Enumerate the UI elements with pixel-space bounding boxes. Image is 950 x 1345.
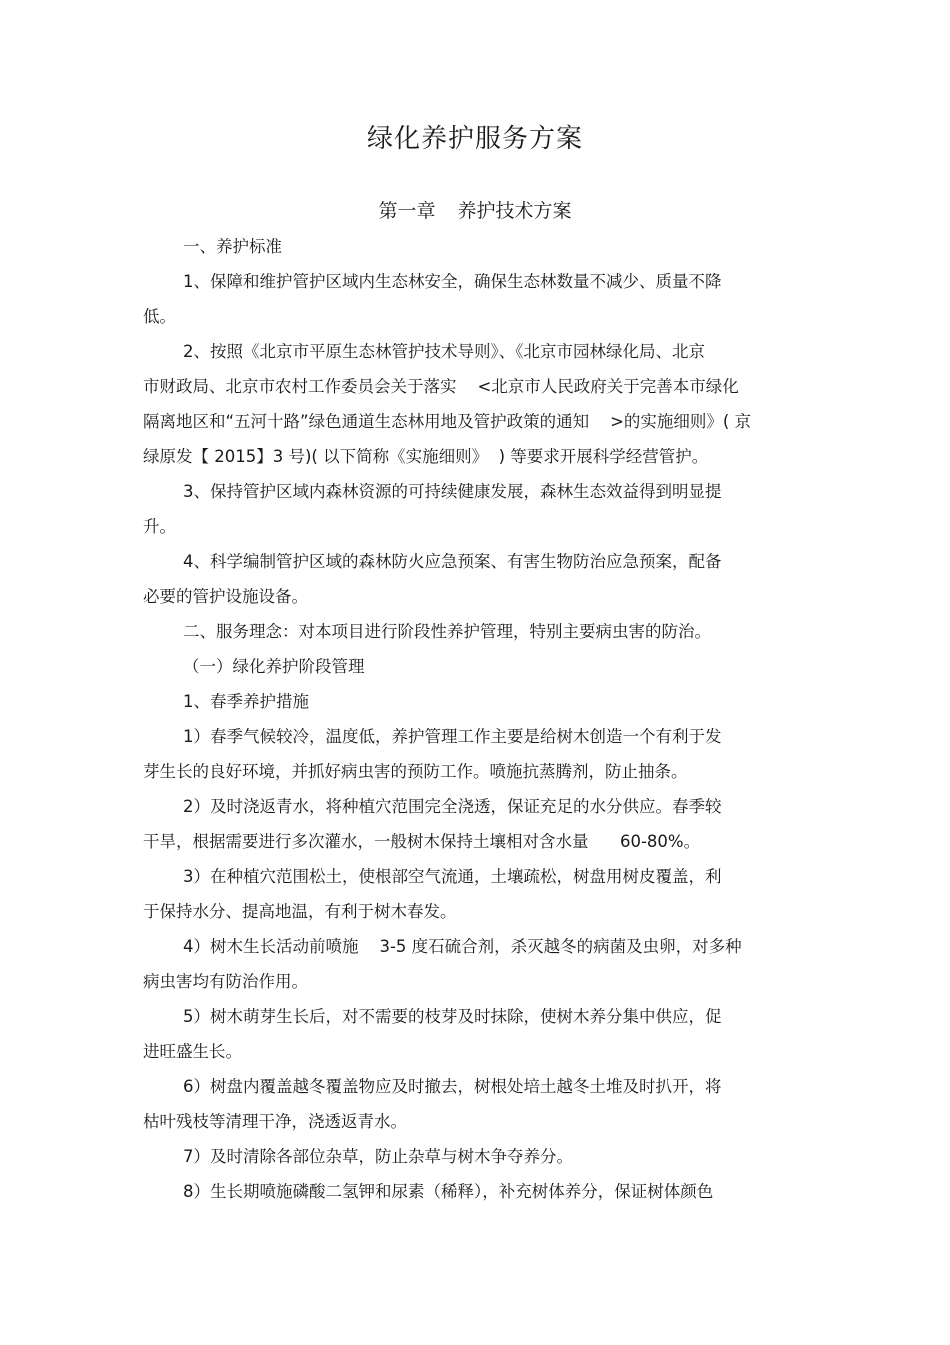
- text-line: 于保持水分、提高地温，有利于树木春发。: [143, 902, 457, 921]
- text-line: 干旱，根据需要进行多次灌水，一般树木保持土壤相对含水量 60-80%。: [143, 832, 701, 851]
- text-line: 6）树盘内覆盖越冬覆盖物应及时撤去，树根处培土越冬土堆及时扒开，将: [183, 1077, 722, 1096]
- text-line: 1）春季气候较冷，温度低，养护管理工作主要是给树木创造一个有利于发: [183, 727, 722, 746]
- text-line: （一）绿化养护阶段管理: [183, 657, 365, 676]
- text-line: 2、按照《北京市平原生态林管护技术导则》、《北京市园林绿化局、北京: [183, 342, 705, 361]
- text-line: 芽生长的良好环境，并抓好病虫害的预防工作。喷施抗蒸腾剂，防止抽条。: [143, 762, 688, 781]
- text-line: 市财政局、北京市农村工作委员会关于落实 <北京市人民政府关于完善本市绿化: [143, 377, 739, 396]
- text-line: 2）及时浇返青水，将种植穴范围完全浇透，保证充足的水分供应。春季较: [183, 797, 722, 816]
- text-line: 一、养护标准: [183, 237, 282, 256]
- text-line: 5）树木萌芽生长后，对不需要的枝芽及时抹除，使树木养分集中供应，促: [183, 1007, 722, 1026]
- text-line: 必要的管护设施设备。: [143, 587, 308, 606]
- text-line: 8）生长期喷施磷酸二氢钾和尿素（稀释），补充树体养分，保证树体颜色: [183, 1182, 714, 1201]
- text-line: 7）及时清除各部位杂草，防止杂草与树木争夺养分。: [183, 1147, 573, 1166]
- chapter-name: 养护技术方案: [457, 200, 572, 222]
- text-line: 1、保障和维护管护区域内生态林安全，确保生态林数量不减少、质量不降: [183, 272, 722, 291]
- text-line: 隔离地区和“五河十路”绿色通道生态林用地及管护政策的通知 >的实施细则》( 京: [143, 412, 752, 431]
- text-line: 二、服务理念：对本项目进行阶段性养护管理，特别主要病虫害的防治。: [183, 622, 711, 641]
- body-text: [143, 229, 813, 1209]
- text-line: 4）树木生长活动前喷施 3-5 度石硫合剂，杀灭越冬的病菌及虫卵，对多种: [183, 937, 742, 956]
- text-line: 4、科学编制管护区域的森林防火应急预案、有害生物防治应急预案，配备: [183, 552, 722, 571]
- text-line: 绿原发【 2015】3 号)( 以下简称《实施细则》 ) 等要求开展科学经营管护。: [143, 447, 709, 466]
- chapter-heading: [0, 196, 950, 223]
- document-title: 绿化养护服务方案: [366, 124, 583, 154]
- text-line: 3、保持管护区域内森林资源的可持续健康发展，森林生态效益得到明显提: [183, 482, 722, 501]
- text-line: 进旺盛生长。: [143, 1042, 242, 1061]
- text-line: 升。: [143, 517, 176, 536]
- text-line: 病虫害均有防治作用。: [143, 972, 308, 991]
- text-line: 3）在种植穴范围松土，使根部空气流通，土壤疏松，树盘用树皮覆盖，利: [183, 867, 722, 886]
- text-line: 1、春季养护措施: [183, 692, 309, 711]
- text-line: 枯叶残枝等清理干净，浇透返青水。: [143, 1112, 407, 1131]
- text-line: 低。: [143, 307, 176, 326]
- chapter-number: 第一章: [378, 200, 436, 222]
